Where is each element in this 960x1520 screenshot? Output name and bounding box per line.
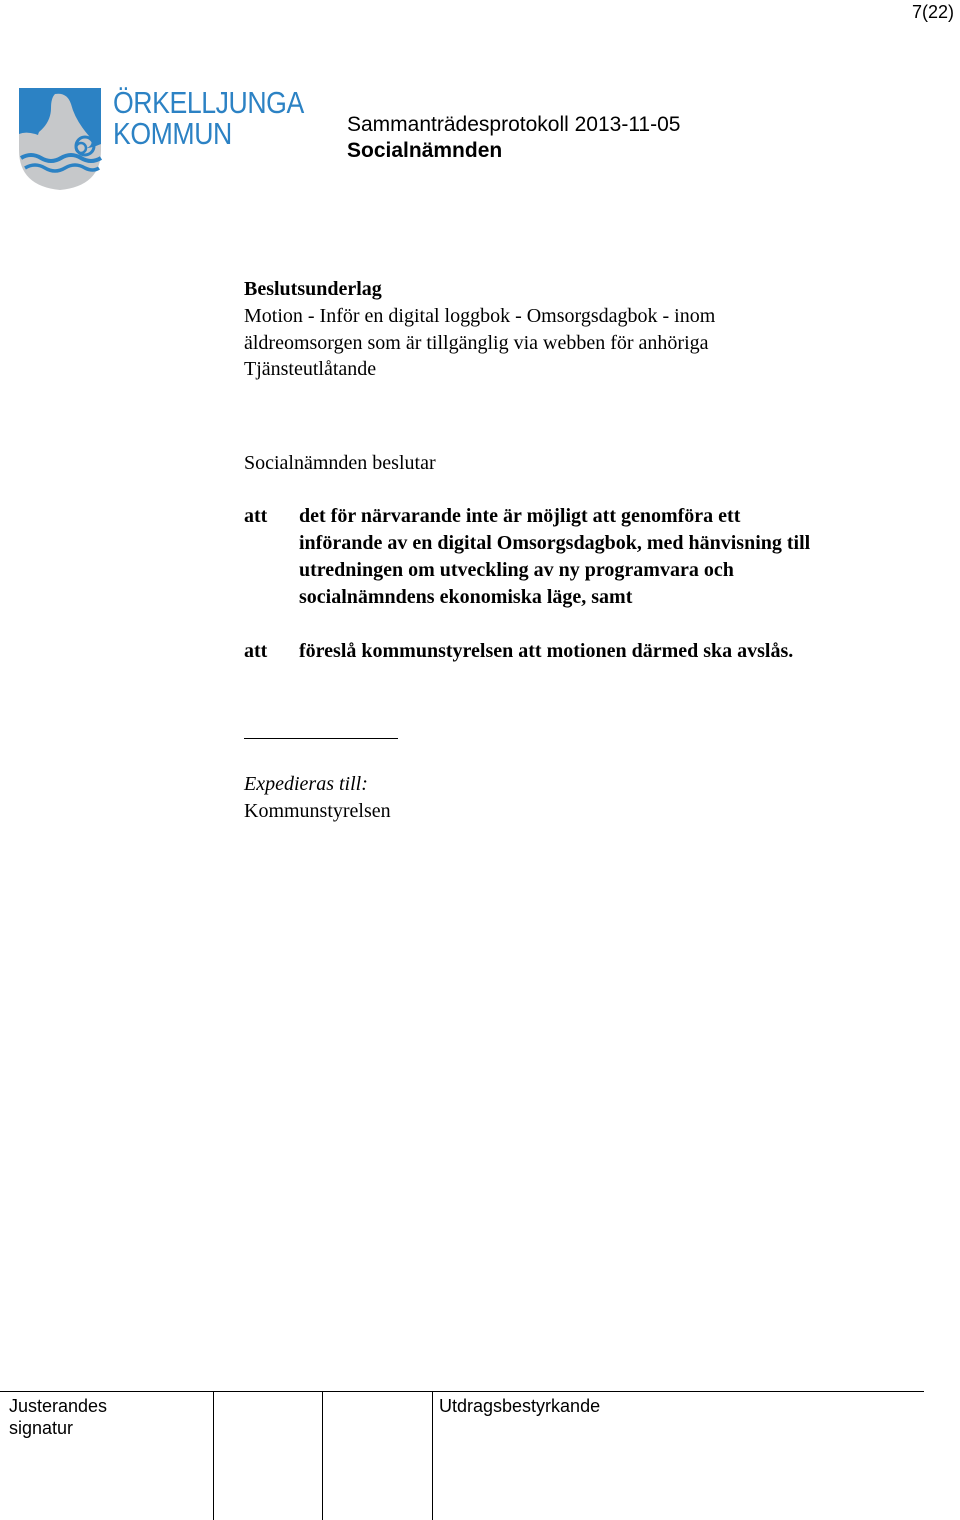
clause-line: införande av en digital Omsorgsdagbok, med hänvisning till	[299, 532, 811, 554]
signature-box-divider	[432, 1391, 433, 1520]
basis-item: Tjänsteutlåtande	[244, 358, 377, 380]
distribution-label: Expedieras till:	[244, 773, 368, 795]
basis-heading: Beslutsunderlag	[244, 278, 382, 300]
logo-line-1: ÖRKELLJUNGA	[113, 85, 304, 120]
municipality-logo-text	[113, 85, 304, 151]
clause-label: att	[244, 505, 268, 527]
clause-line: föreslå kommunstyrelsen att motionen därmed ska avslås.	[299, 640, 794, 662]
basis-item: äldreomsorgen som är tillgänglig via webben för anhöriga	[244, 332, 709, 354]
page-number: 7(22)	[911, 2, 954, 22]
decision-heading: Socialnämnden beslutar	[244, 452, 436, 474]
clause-line: det för närvarande inte är möjligt att genomföra ett	[299, 505, 741, 527]
municipal-coat-of-arms-icon	[15, 86, 105, 192]
signature-box-divider	[322, 1391, 323, 1520]
utdragsbestyrkande-label: Utdragsbestyrkande	[439, 1396, 601, 1416]
signature-box-divider	[213, 1391, 214, 1520]
protocol-title: Sammanträdesprotokoll 2013-11-05	[347, 113, 681, 136]
clause-line: socialnämndens ekonomiska läge, samt	[299, 586, 633, 608]
signatur-label: signatur	[9, 1418, 74, 1438]
clause-label: att	[244, 640, 268, 662]
section-divider	[244, 738, 398, 739]
basis-item: Motion - Inför en digital loggbok - Omsorgsdagbok - inom	[244, 305, 716, 327]
committee-name: Socialnämnden	[347, 139, 503, 162]
distribution-recipient: Kommunstyrelsen	[244, 800, 391, 822]
clause-line: utredningen om utveckling av ny programvara och	[299, 559, 734, 581]
logo-line-2: KOMMUN	[113, 116, 232, 151]
footer-rule	[0, 1391, 924, 1392]
justerandes-label: Justerandes	[9, 1396, 108, 1416]
